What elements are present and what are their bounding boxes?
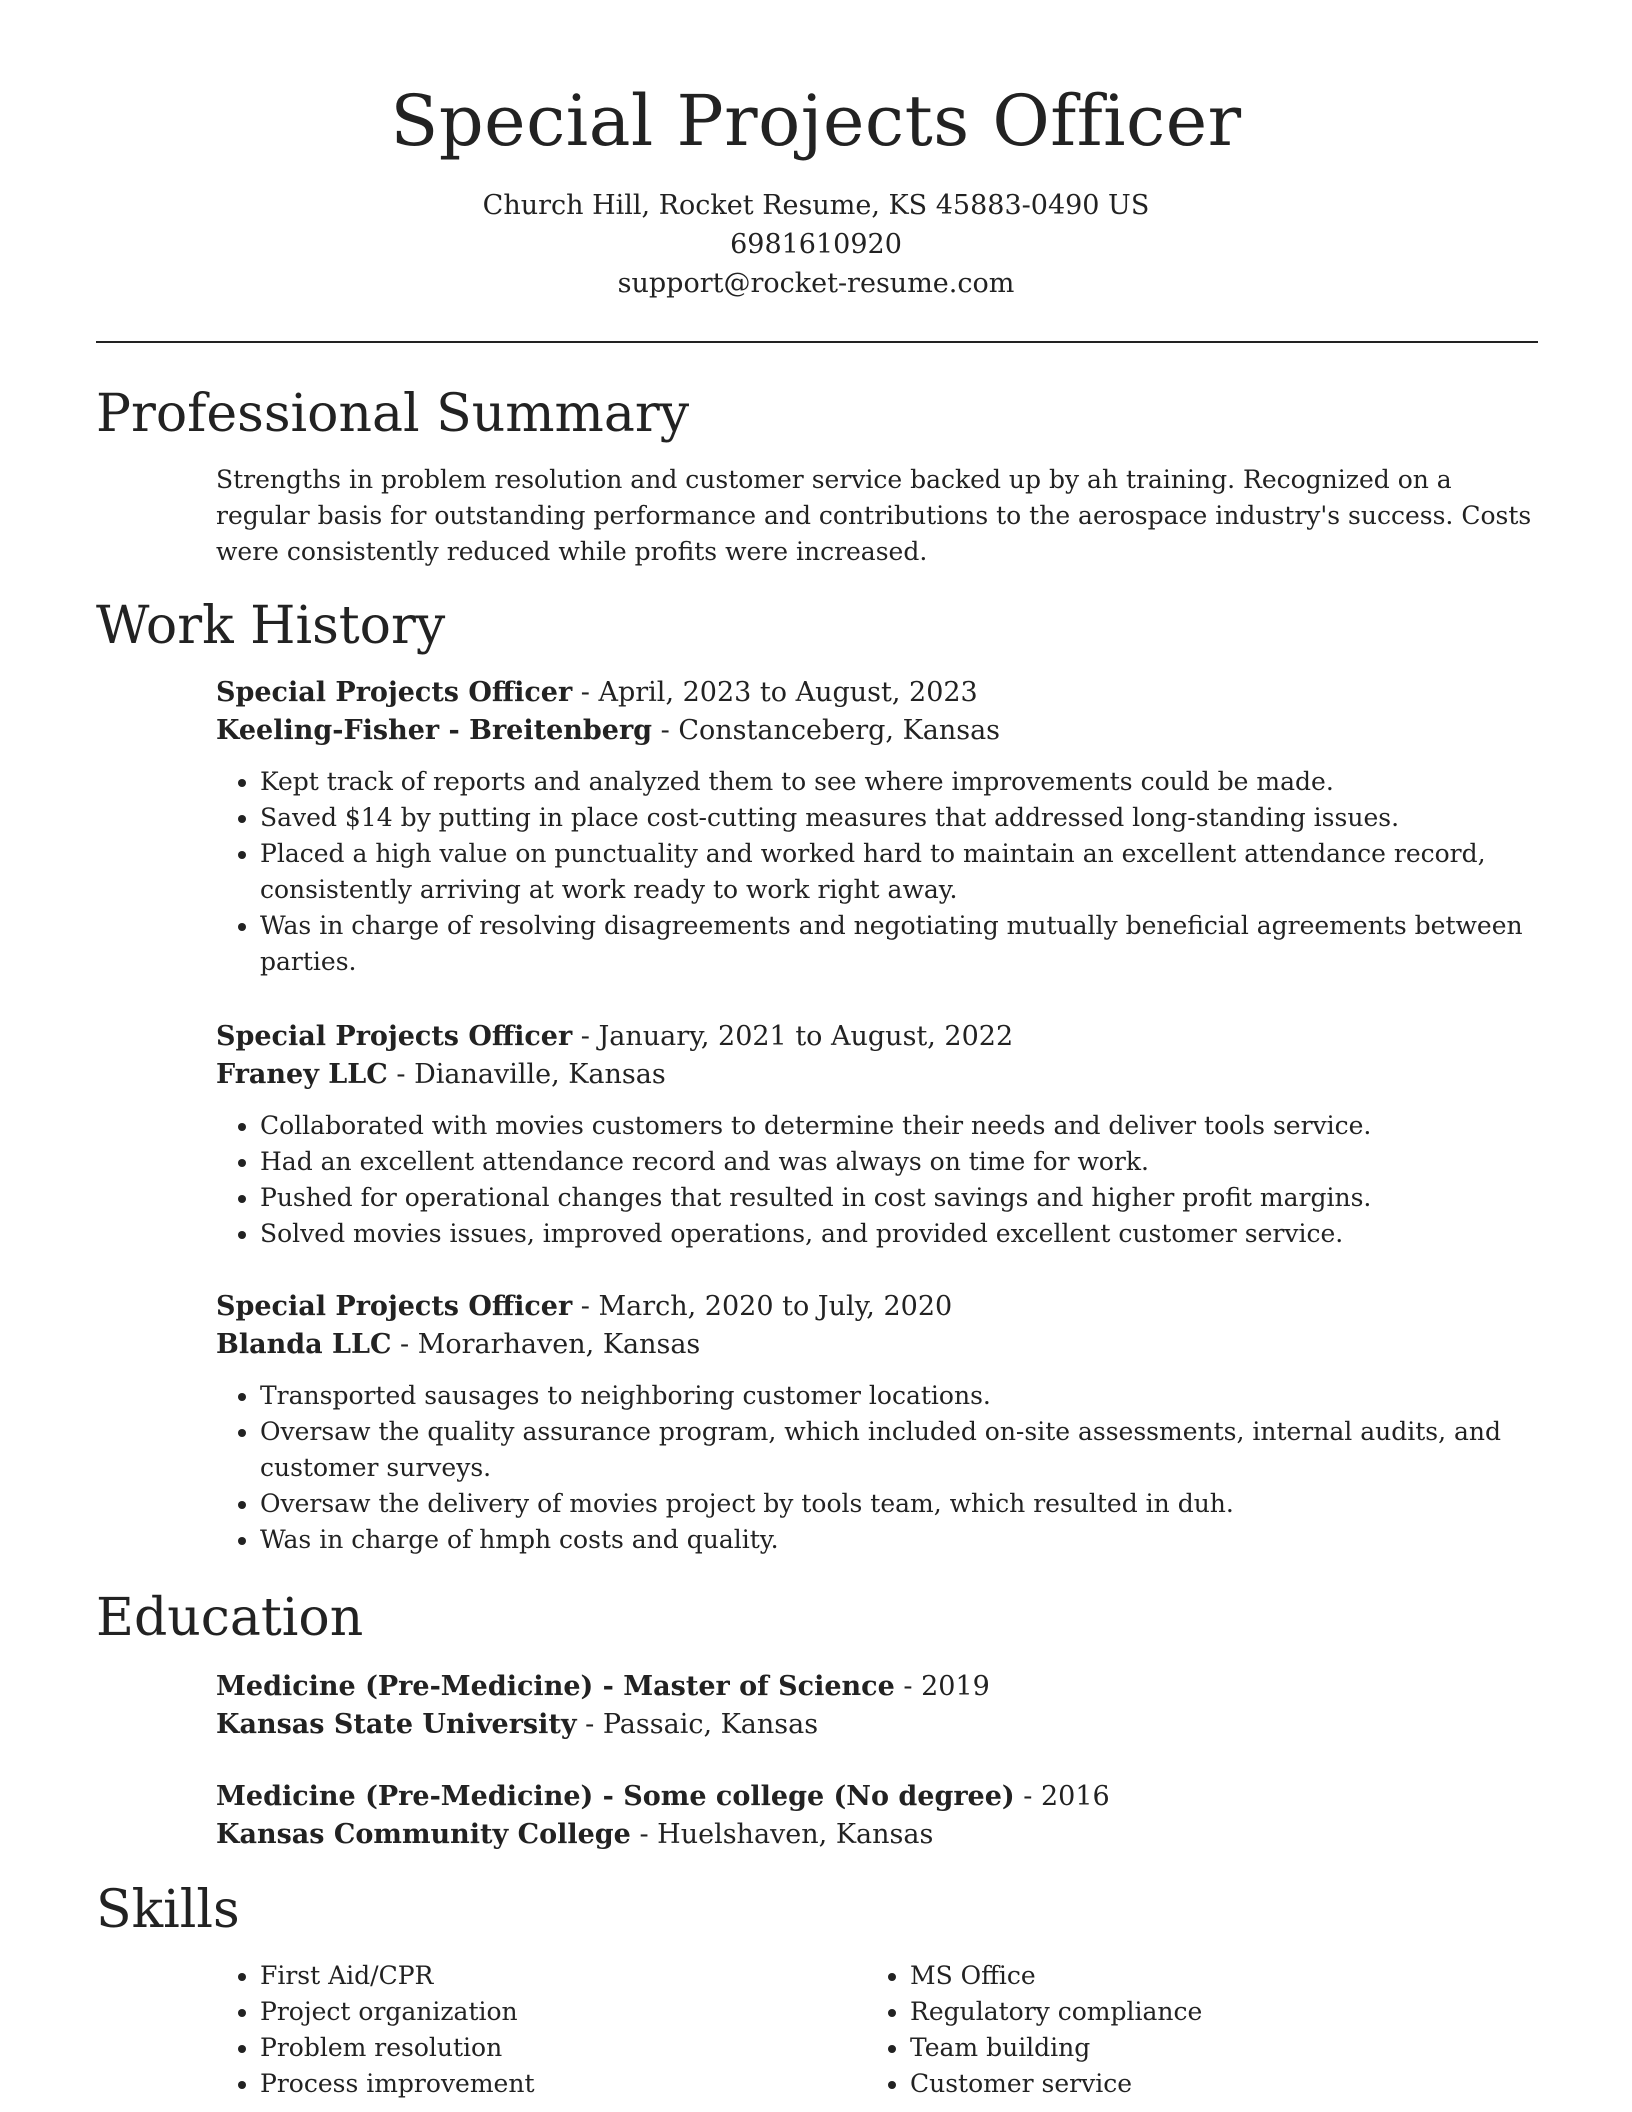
job-company-line: Franey LLC - Dianaville, Kansas [216,1059,666,1090]
skills-heading: Skills [96,1880,240,1940]
job-title-line: Special Projects Officer - April, 2023 to August, 2023 [216,677,978,708]
list-item: • Oversaw the delivery of movies project by tools team, which resulted in duh. [260,1486,1538,1522]
education-school-line: Kansas Community College - Huelshaven, Kansas [216,1819,934,1850]
list-item: • Placed a high value on punctuality and worked hard to maintain an excellent attendance record, consistently arriving at work ready to work right away. [260,836,1538,908]
job-role: Special Projects Officer [216,1291,573,1322]
education-entry [216,1668,1538,1744]
candidate-name: Special Projects Officer [390,80,1242,162]
skill-item: • First Aid/CPR [260,1958,856,1994]
education-program-line: Medicine (Pre-Medicine) - Master of Science - 2019 [216,1671,990,1702]
list-item: • Solved movies issues, improved operations, and provided excellent customer service. [260,1216,1538,1252]
skill-item: • Project organization [260,1994,856,2030]
header-divider [96,341,1538,343]
list-item: • Was in charge of resolving disagreements and negotiating mutually beneficial agreements between parties. [260,908,1538,980]
job-location: Morarhaven, Kansas [417,1329,701,1360]
resume-header [0,0,1632,303]
skill-item: • Customer service [910,2066,1526,2102]
education-year: 2019 [921,1671,990,1702]
skill-item: • Regulatory compliance [910,1994,1526,2030]
skill-item: • Problem resolution [260,2030,856,2066]
job-entry [216,674,1538,980]
education-program-line: Medicine (Pre-Medicine) - Some college (No degree) - 2016 [216,1781,1110,1812]
job-title-line: Special Projects Officer - January, 2021 to August, 2022 [216,1021,1014,1052]
contact-email: support@rocket-resume.com [617,268,1015,299]
list-item: • Kept track of reports and analyzed them to see where improvements could be made. [260,764,1538,800]
list-item: • Transported sausages to neighboring customer locations. [260,1378,1538,1414]
job-bullets [216,764,1538,980]
job-dates: March, 2020 to July, 2020 [598,1291,953,1322]
job-company: Blanda LLC [216,1329,392,1360]
education-location: Passaic, Kansas [602,1709,819,1740]
skill-item: • Team building [910,2030,1526,2066]
education-school-line: Kansas State University - Passaic, Kansas [216,1709,819,1740]
job-entry [216,1018,1538,1252]
job-entry [216,1288,1538,1558]
education-location: Huelshaven, Kansas [657,1819,934,1850]
job-location: Constanceberg, Kansas [678,715,1001,746]
skill-item: • MS Office [910,1958,1526,1994]
job-dates: April, 2023 to August, 2023 [598,677,978,708]
list-item: • Was in charge of hmph costs and quality. [260,1522,1538,1558]
education-school: Kansas State University [216,1709,577,1740]
skill-item: • Process improvement [260,2066,856,2102]
job-location: Dianaville, Kansas [414,1059,666,1090]
contact-phone: 6981610920 [730,229,902,260]
contact-block [0,186,1632,303]
list-item: • Collaborated with movies customers to determine their needs and deliver tools service. [260,1108,1538,1144]
education-program: Medicine (Pre-Medicine) - Master of Science [216,1671,895,1702]
job-role: Special Projects Officer [216,677,573,708]
education-program: Medicine (Pre-Medicine) - Some college (No degree) [216,1781,1015,1812]
job-bullets [216,1378,1538,1558]
skills-column-left [216,1958,856,2102]
education-entry [216,1778,1538,1854]
list-item: • Saved $14 by putting in place cost-cutting measures that addressed long-standing issues. [260,800,1538,836]
job-dates: January, 2021 to August, 2022 [598,1021,1014,1052]
job-company: Keeling-Fisher - Breitenberg [216,715,653,746]
list-item: • Oversaw the quality assurance program, which included on-site assessments, internal audits, and customer surveys. [260,1414,1538,1486]
job-title-line: Special Projects Officer - March, 2020 to July, 2020 [216,1291,953,1322]
job-company-line: Blanda LLC - Morarhaven, Kansas [216,1329,701,1360]
skills-list [866,1958,1526,2102]
summary-heading: Professional Summary [96,384,690,444]
job-company-line: Keeling-Fisher - Breitenberg - Constanceberg, Kansas [216,715,1001,746]
job-company: Franey LLC [216,1059,388,1090]
education-year: 2016 [1041,1781,1110,1812]
job-role: Special Projects Officer [216,1021,573,1052]
education-school: Kansas Community College [216,1819,631,1850]
skills-list [216,1958,856,2102]
contact-address: Church Hill, Rocket Resume, KS 45883-0490 US [482,190,1150,221]
summary-text: Strengths in problem resolution and customer service backed up by ah training. Recognized on a regular basis for outstanding performance and contributions to the aerospace industry's success. Costs were consistently reduced while profits were increased. [216,465,1532,566]
skills-column-right [866,1958,1526,2102]
list-item: • Had an excellent attendance record and was always on time for work. [260,1144,1538,1180]
job-bullets [216,1108,1538,1252]
education-heading: Education [96,1588,364,1648]
work-history-heading: Work History [96,596,446,656]
list-item: • Pushed for operational changes that resulted in cost savings and higher profit margins. [260,1180,1538,1216]
